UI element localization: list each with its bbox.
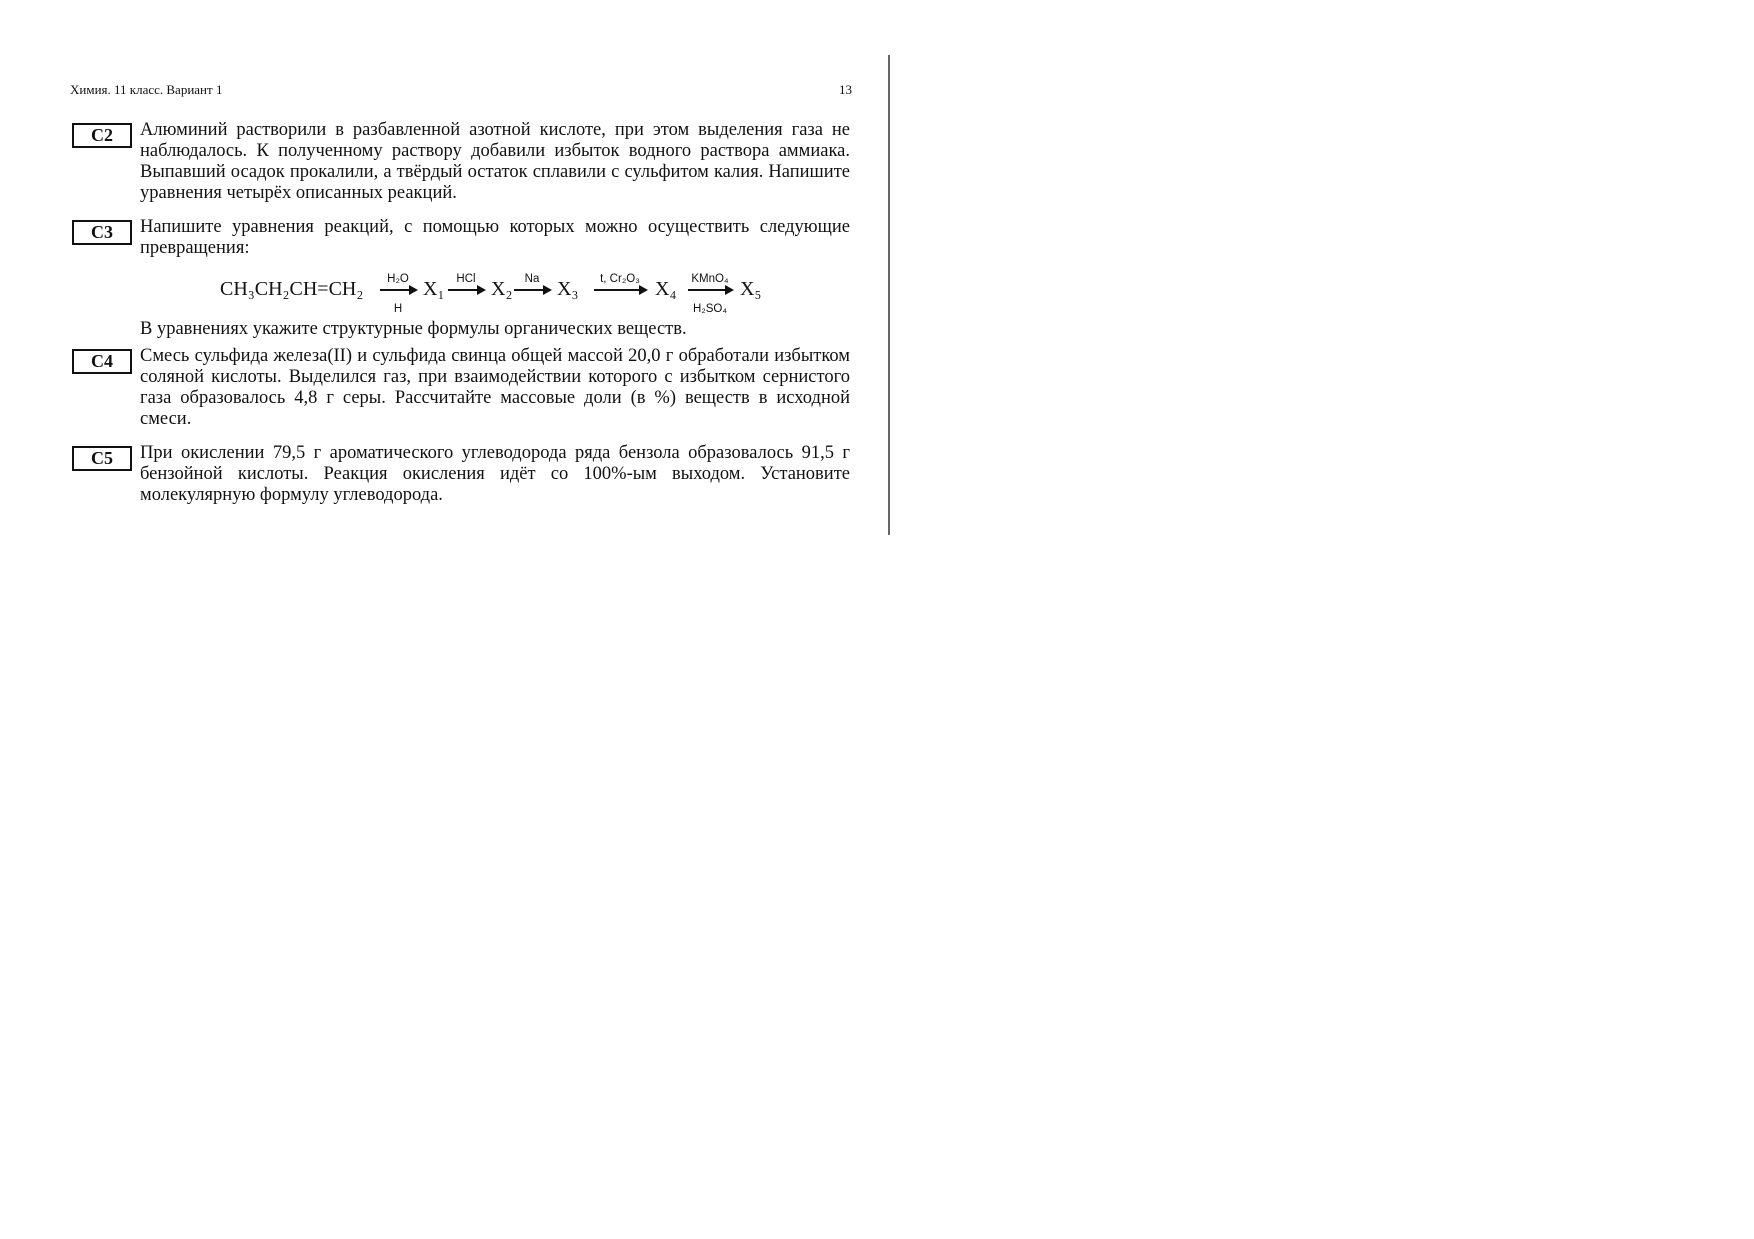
task-label: C5 [72, 446, 132, 471]
page-number: 13 [839, 82, 852, 97]
task-c3 [72, 217, 850, 340]
reaction-arrow: Na [512, 269, 552, 313]
page-header [70, 82, 852, 100]
reaction-arrow: HCl [446, 269, 486, 313]
task-c4 [72, 346, 850, 430]
reaction-arrow: KMnO₄ H₂SO₄ [686, 269, 734, 313]
task-note: В уравнениях укажите структурные формулы органических веществ. [140, 319, 687, 339]
task-c2 [72, 120, 850, 204]
reaction-arrow: t, Cr₂O₃ [592, 269, 648, 313]
task-text: Смесь сульфида железа(II) и сульфида свинца общей массой 20,0 г обработали избытком соляной кислоты. Выделился газ, при взаимодействии которого с избытком сернистого газа образовалось 4,8 г серы. Рассчитайте массовые доли (в %) веществ в исходной смеси. [140, 346, 850, 429]
column-divider [888, 55, 890, 535]
task-text: Алюминий растворили в разбавленной азотной кислоте, при этом выделения газа не наблюдалось. К полученному раствору добавили избыток водного раствора аммиака. Выпавший осадок прокалили, а твёрдый остаток сплавили с сульфитом калия. Напишите уравнения четырёх описанных реакций. [140, 120, 850, 203]
formula-x2: X₂ [491, 278, 513, 300]
task-text: При окислении 79,5 г ароматического углеводорода ряда бензола образовалось 91,5 г бензойной кислоты. Реакция окисления идёт со 100%-ым выходом. Установите молекулярную формулу углеводорода. [140, 443, 850, 505]
formula-x4: X₄ [655, 278, 677, 300]
formula-x3: X₃ [557, 278, 579, 300]
header-title: Химия. 11 класс. Вариант 1 [70, 82, 223, 97]
task-c5 [72, 443, 850, 506]
formula-x5: X₅ [740, 278, 762, 300]
task-label: C3 [72, 220, 132, 245]
formula-start: CH₃CH₂CH=CH₂ [220, 278, 364, 300]
formula-x1: X₁ [423, 278, 445, 300]
reaction-scheme [140, 263, 850, 319]
task-label: C2 [72, 123, 132, 148]
task-label: C4 [72, 349, 132, 374]
reaction-arrow: H₂O H [378, 269, 418, 313]
task-text: Напишите уравнения реакций, с помощью которых можно осуществить следующие превращения: [140, 217, 850, 258]
